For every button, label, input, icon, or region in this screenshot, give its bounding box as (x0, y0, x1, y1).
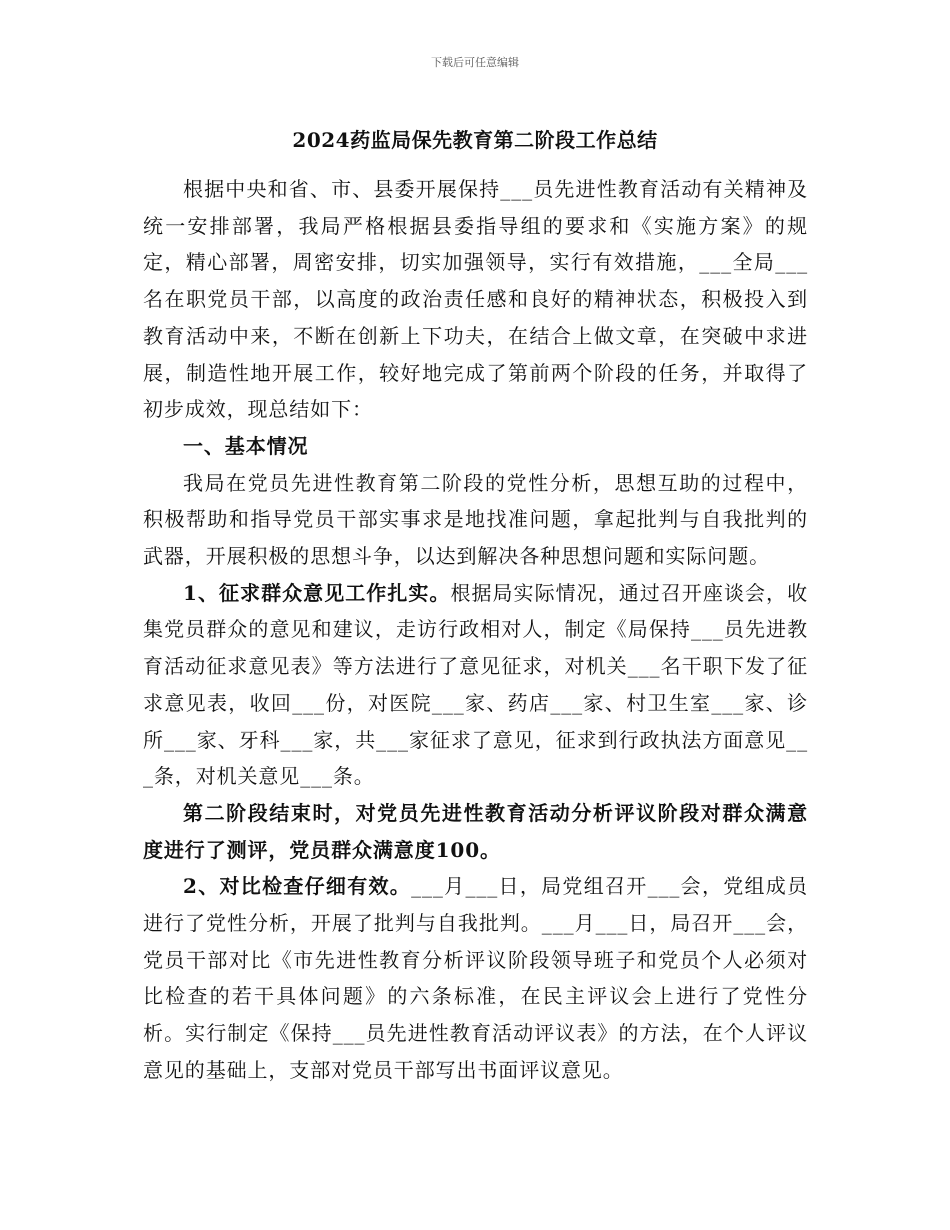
item2-lead: 2、对比检查仔细有效。 (183, 874, 412, 899)
section-heading-basic: 一、基本情况 (183, 433, 309, 458)
item2-text: ___月___日，局党组召开___会，党组成员进行了党性分析，开展了批判与自我批判。___月___日，局召开___会，党员干部对比《市先进性教育分析评议阶段领导班子和党员个人必须对比检查的若干具体问题》的六条标准，在民主评议会上进行了党性分析。实行制定《保持___员先进性教育活动评议表》的方法，在个人评议意见的基础上，支部对党员干部写出书面评议意见。 (143, 874, 808, 1082)
section1-paragraph: 我局在党员先进性教育第二阶段的党性分析，思想互助的过程中，积极帮助和指导党员干部实事求是地找准问题，拿起批判与自我批判的武器，开展积极的思想斗争，以达到解决各种思想问题和实际问题。 (143, 470, 808, 569)
intro-paragraph: 根据中央和省、市、县委开展保持___员先进性教育活动有关精神及统一安排部署，我局严格根据县委指导组的要求和《实施方案》的规定，精心部署，周密安排，切实加强领导，实行有效措施，___全局___名在职党员干部，以高度的政治责任感和良好的精神状态，积极投入到教育活动中来，不断在创新上下功夫，在结合上做文章，在突破中求进展，制造性地开展工作，较好地完成了第前两个阶段的任务，并取得了初步成效，现总结如下： (143, 177, 808, 422)
satisfaction-paragraph: 第二阶段结束时，对党员先进性教育活动分析评议阶段对群众满意度进行了测评，党员群众满意度100。 (143, 800, 808, 862)
document-title: 2024药监局保先教育第二阶段工作总结 (292, 128, 658, 152)
item1-paragraph (143, 575, 808, 795)
item2-paragraph (143, 868, 808, 1088)
page-header-note: 下载后可任意编辑 (431, 56, 519, 69)
item1-text: 根据局实际情况，通过召开座谈会，收集党员群众的意见和建议，走访行政相对人，制定《局保持___员先进教育活动征求意见表》等方法进行了意见征求，对机关___名干职下发了征求意见表，收回___份，对医院___家、药店___家、村卫生室___家、诊所___家、牙科___家，共___家征求了意见，征求到行政执法方面意见___条，对机关意见___条。 (143, 580, 808, 789)
document-body (143, 171, 808, 1089)
item1-lead: 1、征求群众意见工作扎实。 (183, 580, 451, 605)
